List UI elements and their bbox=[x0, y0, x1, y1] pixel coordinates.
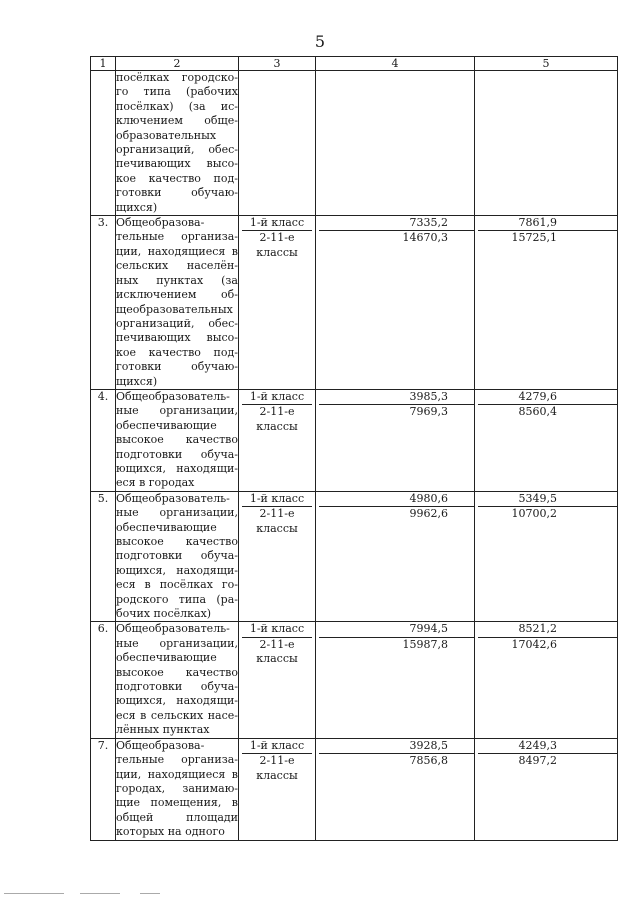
description-line: Общеобразователь- bbox=[116, 389, 230, 403]
value-first-grade: 3928,5 bbox=[319, 739, 474, 754]
class-grade-rest: 2-11-е классы bbox=[256, 754, 298, 782]
value-first-grade: 4980,6 bbox=[319, 492, 474, 507]
row-number: 3. bbox=[91, 216, 116, 390]
class-cell bbox=[239, 491, 316, 622]
description-line: ции, находящиеся в bbox=[116, 244, 238, 258]
value-column-5 bbox=[475, 491, 618, 622]
class-grade-first: 1-й класс bbox=[242, 390, 312, 405]
description-line: высокое качество bbox=[116, 433, 238, 447]
table-row bbox=[91, 491, 618, 622]
value-first-grade: 5349,5 bbox=[478, 492, 617, 507]
class-grade-first: 1-й класс bbox=[242, 216, 312, 231]
description-line: Общеобразова- bbox=[116, 216, 205, 230]
description-line: родского типа (ра- bbox=[116, 592, 238, 606]
description-line: городах, занимаю- bbox=[116, 781, 238, 795]
description-line: ющихся, находящи- bbox=[116, 694, 238, 708]
description-line: печивающих высо- bbox=[116, 157, 238, 171]
description-line: ные организации, bbox=[116, 636, 238, 650]
value-first-grade: 4249,3 bbox=[478, 739, 617, 754]
value-other-grades: 10700,2 bbox=[511, 507, 557, 521]
value-first-grade: 4279,6 bbox=[478, 390, 617, 405]
table-row bbox=[91, 71, 618, 216]
description-line: щихся) bbox=[116, 374, 158, 388]
value-first-grade: 3985,3 bbox=[319, 390, 474, 405]
description-line: тельные организа- bbox=[116, 230, 238, 244]
class-grade-rest: 2-11-е классы bbox=[256, 507, 298, 535]
table-row bbox=[91, 622, 618, 738]
description-line: щие помещения, в bbox=[116, 796, 238, 810]
value-column-4 bbox=[316, 738, 475, 840]
value-column-5 bbox=[475, 622, 618, 738]
description-line: которых на одного bbox=[116, 825, 225, 839]
class-grade-rest: 2-11-е классы bbox=[256, 637, 298, 666]
row-number: 6. bbox=[91, 622, 116, 738]
description-line: ные организации, bbox=[116, 506, 238, 520]
description-line: сельских населён- bbox=[116, 259, 238, 273]
description-line: ции, находящиеся в bbox=[116, 767, 238, 781]
description-line: еся в посёлках го- bbox=[116, 578, 238, 592]
value-column-4 bbox=[316, 71, 475, 216]
class-grade-first: 1-й класс bbox=[242, 492, 312, 507]
class-cell bbox=[239, 738, 316, 840]
description-line: обеспечивающие bbox=[116, 520, 217, 534]
description-line: общей площади bbox=[116, 810, 238, 824]
value-first-grade: 7861,9 bbox=[478, 216, 617, 231]
description-line: тельные организа- bbox=[116, 753, 238, 767]
description-line: щеобразовательных bbox=[116, 302, 233, 316]
description-line: го типа (рабочих bbox=[116, 85, 238, 99]
column-number: 5 bbox=[475, 57, 618, 71]
description-line: посёлках городско- bbox=[116, 71, 238, 84]
value-column-5 bbox=[475, 389, 618, 491]
value-other-grades: 15725,1 bbox=[511, 231, 557, 245]
description-line: подготовки обуча- bbox=[116, 549, 238, 563]
scan-edge-marks bbox=[0, 893, 640, 899]
value-other-grades: 9962,6 bbox=[409, 507, 448, 521]
value-other-grades: 14670,3 bbox=[402, 231, 448, 245]
row-number: 7. bbox=[91, 738, 116, 840]
description-line: подготовки обуча- bbox=[116, 680, 238, 694]
row-number: 4. bbox=[91, 389, 116, 491]
description-line: печивающих высо- bbox=[116, 331, 238, 345]
description-line: исключением об- bbox=[116, 288, 238, 302]
class-grade-first: 1-й класс bbox=[242, 739, 312, 754]
column-number: 4 bbox=[316, 57, 475, 71]
description-line: образовательных bbox=[116, 128, 217, 142]
value-column-4 bbox=[316, 389, 475, 491]
class-grade-rest: 2-11-е классы bbox=[256, 405, 298, 433]
value-other-grades: 8497,2 bbox=[518, 754, 557, 768]
page-number: 5 bbox=[314, 32, 326, 51]
column-number: 1 bbox=[91, 57, 116, 71]
column-number: 3 bbox=[239, 57, 316, 71]
value-other-grades: 15987,8 bbox=[402, 637, 448, 651]
description-line: обеспечивающие bbox=[116, 651, 217, 665]
description-line: готовки обучаю- bbox=[116, 186, 238, 200]
value-other-grades: 8560,4 bbox=[518, 405, 557, 419]
tariff-table bbox=[90, 56, 618, 841]
description-line: кое качество под- bbox=[116, 345, 238, 359]
value-column-4 bbox=[316, 622, 475, 738]
organization-description bbox=[116, 738, 239, 840]
description-line: готовки обучаю- bbox=[116, 360, 238, 374]
class-cell bbox=[239, 216, 316, 390]
description-line: ных пунктах (за bbox=[116, 273, 238, 287]
row-number: 5. bbox=[91, 491, 116, 622]
organization-description bbox=[116, 622, 239, 738]
table-row bbox=[91, 389, 618, 491]
value-first-grade: 7994,5 bbox=[319, 622, 474, 637]
description-line: щихся) bbox=[116, 200, 158, 214]
description-line: ющихся, находящи- bbox=[116, 461, 238, 475]
organization-description bbox=[116, 389, 239, 491]
description-line: посёлках) (за ис- bbox=[116, 99, 238, 113]
description-line: лённых пунктах bbox=[116, 723, 210, 737]
description-line: высокое качество bbox=[116, 665, 238, 679]
column-number-row bbox=[91, 57, 618, 71]
table-row bbox=[91, 738, 618, 840]
value-first-grade: 7335,2 bbox=[319, 216, 474, 231]
description-line: Общеобразователь- bbox=[116, 622, 230, 636]
value-column-4 bbox=[316, 216, 475, 390]
value-other-grades: 7969,3 bbox=[409, 405, 448, 419]
organization-description bbox=[116, 491, 239, 622]
organization-description bbox=[116, 71, 239, 216]
description-line: еся в сельских насе- bbox=[116, 708, 238, 722]
description-line: организаций, обес- bbox=[116, 143, 238, 157]
column-number: 2 bbox=[116, 57, 239, 71]
value-column-5 bbox=[475, 71, 618, 216]
description-line: организаций, обес- bbox=[116, 316, 238, 330]
value-other-grades: 7856,8 bbox=[409, 754, 448, 768]
class-grade-first: 1-й класс bbox=[242, 622, 312, 637]
value-column-5 bbox=[475, 738, 618, 840]
class-cell bbox=[239, 622, 316, 738]
description-line: ющихся, находящи- bbox=[116, 563, 238, 577]
description-line: кое качество под- bbox=[116, 171, 238, 185]
table-row bbox=[91, 216, 618, 390]
value-other-grades: 17042,6 bbox=[511, 637, 557, 651]
value-first-grade: 8521,2 bbox=[478, 622, 617, 637]
description-line: Общеобразователь- bbox=[116, 491, 230, 505]
description-line: подготовки обуча- bbox=[116, 447, 238, 461]
description-line: ключением обще- bbox=[116, 114, 238, 128]
description-line: еся в городах bbox=[116, 476, 195, 490]
description-line: обеспечивающие bbox=[116, 418, 217, 432]
description-line: высокое качество bbox=[116, 535, 238, 548]
value-column-4 bbox=[316, 491, 475, 622]
class-cell bbox=[239, 389, 316, 491]
description-line: Общеобразова- bbox=[116, 738, 205, 752]
organization-description bbox=[116, 216, 239, 390]
value-column-5 bbox=[475, 216, 618, 390]
description-line: ные организации, bbox=[116, 404, 238, 418]
class-cell bbox=[239, 71, 316, 216]
class-grade-rest: 2-11-е классы bbox=[256, 231, 298, 259]
description-line: бочих посёлках) bbox=[116, 607, 212, 621]
row-number bbox=[91, 71, 116, 216]
